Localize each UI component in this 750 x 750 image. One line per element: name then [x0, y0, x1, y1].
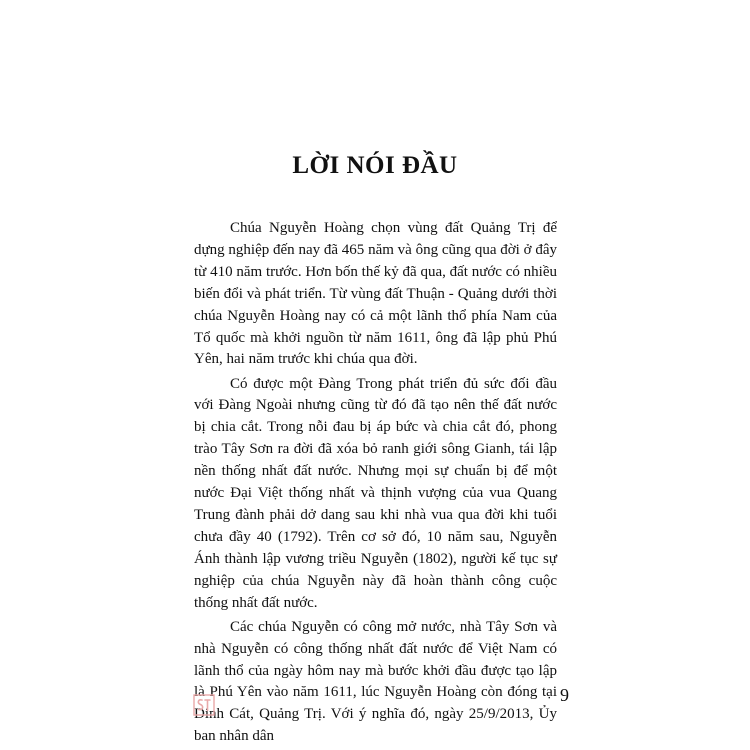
- paragraph-3: Các chúa Nguyễn có công mở nước, nhà Tây Sơn và nhà Nguyễn có công thống nhất đất nước để Việt Nam có lãnh thổ của ngày hôm nay mà bước khởi đầu được tạo lập là Phú Yên vào năm 1611, lúc Nguyễn Hoàng còn đóng tại Dinh Cát, Quảng Trị. Với ý nghĩa đó, ngày 25/9/2013, Ủy ban nhân dân: [194, 618, 557, 745]
- body-text: [194, 218, 557, 750]
- page-number: 9: [560, 685, 569, 705]
- paragraph-2: Có được một Đàng Trong phát triển đủ sức đối đầu với Đàng Ngoài nhưng cũng từ đó đã tạo nên thế đất nước bị chia cắt. Trong nỗi đau bị áp bức và chia cắt đó, phong trào Tây Sơn ra đời đã xóa bỏ ranh giới sông Gianh, tái lập nền thống nhất đất nước. Nhưng mọi sự chuẩn bị để một nước Đại Việt thống nhất và thịnh vượng của vua Quang Trung đành phải dở dang sau khi nhà vua qua đời khi tuổi chưa đầy 40 (1792). Trên cơ sở đó, 10 năm sau, Nguyễn Ánh thành lập vương triều Nguyễn (1802), người kế tục sự nghiệp của chúa Nguyễn này đã hoàn thành công cuộc thống nhất đất nước.: [194, 375, 557, 611]
- paragraph-1: Chúa Nguyễn Hoàng chọn vùng đất Quảng Trị để dựng nghiệp đến nay đã 465 năm và ông cũng qua đời ở đây từ 410 năm trước. Hơn bốn thế kỷ đã qua, đất nước có nhiều biến đổi và phát triển. Từ vùng đất Thuận - Quảng dưới thời chúa Nguyễn Hoàng nay có cả một lãnh thổ phía Nam của Tổ quốc mà khởi nguồn từ năm 1611, ông đã lập phủ Phú Yên, hai năm trước khi chúa qua đời.: [194, 220, 557, 368]
- page-title: LỜI NÓI ĐẦU: [292, 152, 458, 179]
- publisher-logo-icon: [193, 694, 215, 716]
